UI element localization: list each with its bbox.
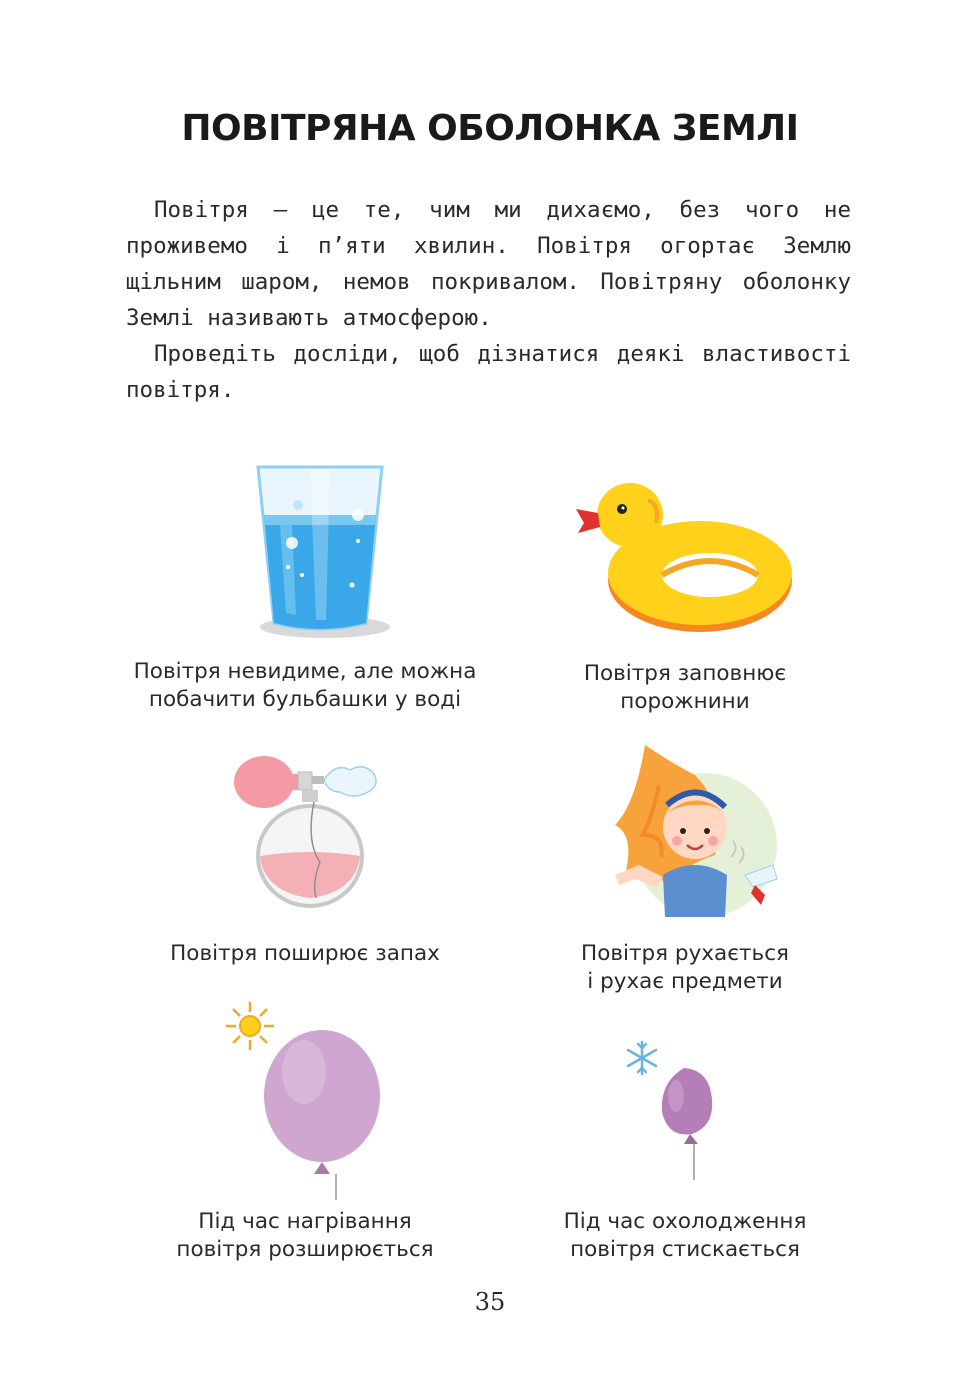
caption-4-line-2: і рухає предмети <box>587 969 783 994</box>
intro-text <box>126 192 851 408</box>
page-number: 35 <box>474 1288 506 1316</box>
caption-4-line-1: Повітря рухається <box>581 941 789 966</box>
caption-3 <box>110 940 500 968</box>
caption-3-line-1: Повітря поширює запах <box>170 941 440 966</box>
water-glass-icon <box>240 455 400 645</box>
caption-1-line-1: Повітря невидиме, але можна <box>133 659 477 684</box>
caption-1-line-2: побачити бульбашки у воді <box>148 687 462 712</box>
balloon-with-sun-icon <box>220 1000 390 1205</box>
caption-6 <box>540 1208 830 1264</box>
paragraph-2: Проведіть досліди, щоб дізнатися деякі властивості повітря. <box>126 341 851 403</box>
caption-2 <box>540 660 830 716</box>
girl-with-hairdryer-icon <box>605 745 785 925</box>
caption-6-line-2: повітря стискається <box>570 1237 800 1262</box>
caption-6-line-1: Під час охолодження <box>563 1209 807 1234</box>
caption-5 <box>110 1208 500 1264</box>
caption-1 <box>110 658 500 714</box>
paragraph-1: Повітря — це те, чим ми дихаємо, без чого не проживемо і п’яти хвилин. Повітря огортає Землю щільним шаром, немов покривалом. Повітряну оболонку Землі називають атмосферою. <box>126 197 851 331</box>
swim-ring-duck-icon <box>570 475 800 645</box>
caption-2-line-1: Повітря заповнює <box>583 661 787 686</box>
caption-2-line-2: порожнини <box>620 689 750 714</box>
caption-5-line-2: повітря розширюється <box>176 1237 434 1262</box>
caption-4 <box>540 940 830 996</box>
caption-5-line-1: Під час нагрівання <box>198 1209 412 1234</box>
balloon-with-snowflake-icon <box>622 1038 732 1183</box>
page-title: ПОВІТРЯНА ОБОЛОНКА ЗЕМЛІ <box>181 108 799 149</box>
perfume-bottle-icon <box>228 752 388 912</box>
